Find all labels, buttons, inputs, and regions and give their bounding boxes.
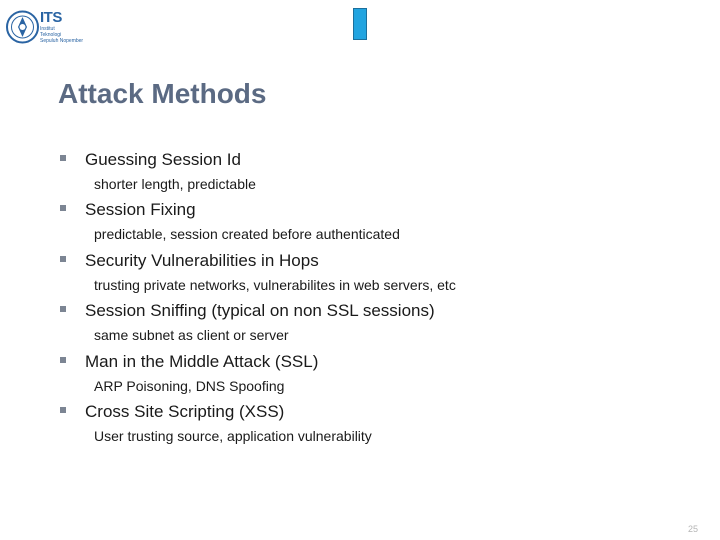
bullet-square-icon xyxy=(60,407,66,413)
item-main-text: Session Fixing xyxy=(85,200,196,220)
item-sub-text: predictable, session created before authenticated xyxy=(94,226,400,243)
bullet-list xyxy=(58,150,698,452)
item-sub-text: shorter length, predictable xyxy=(94,176,256,192)
seal-icon xyxy=(5,8,40,46)
bullet-square-icon xyxy=(60,256,66,262)
page-number: 25 xyxy=(687,524,698,534)
item-sub-text: trusting private networks, vulnerabilites in web servers, etc xyxy=(94,276,456,293)
item-main-text: Cross Site Scripting (XSS) xyxy=(85,401,285,421)
logo-wordmark xyxy=(40,10,83,44)
list-item xyxy=(58,251,698,301)
item-main-text: Man in the Middle Attack (SSL) xyxy=(85,351,319,371)
list-item xyxy=(58,150,698,200)
item-main-text: Session Sniffing (typical on non SSL sessions) xyxy=(85,301,435,321)
logo-line-3: Sepuluh Nopember xyxy=(40,38,84,44)
header-accent-bar xyxy=(353,8,367,40)
bullet-square-icon xyxy=(60,155,66,161)
logo-line-2: Teknologi xyxy=(40,32,62,38)
bullet-square-icon xyxy=(60,205,66,211)
item-sub-text: ARP Poisoning, DNS Spoofing xyxy=(94,377,285,394)
logo-line-1: Institut xyxy=(40,26,55,32)
logo-abbr: ITS xyxy=(40,9,62,26)
slide-title: Attack Methods xyxy=(58,78,267,109)
item-sub-text: User trusting source, application vulnerability xyxy=(94,427,372,444)
bullet-square-icon xyxy=(60,306,66,312)
item-main-text: Security Vulnerabilities in Hops xyxy=(85,250,319,270)
list-item xyxy=(58,301,698,351)
list-item xyxy=(58,200,698,250)
bullet-square-icon xyxy=(60,357,66,363)
item-main-text: Guessing Session Id xyxy=(85,150,241,169)
list-item xyxy=(58,352,698,402)
institution-logo xyxy=(5,8,40,46)
list-item xyxy=(58,402,698,452)
item-sub-text: same subnet as client or server xyxy=(94,327,289,344)
